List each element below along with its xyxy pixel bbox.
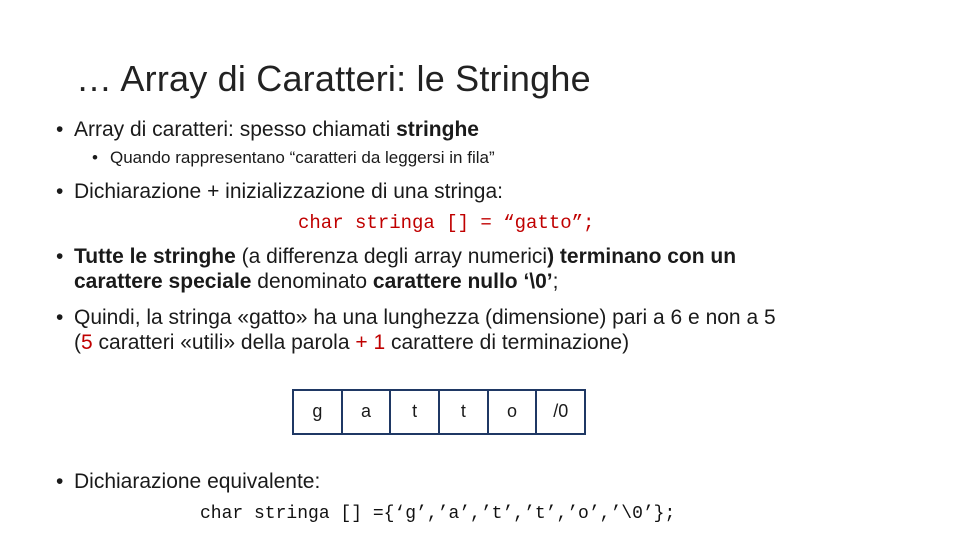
- bullet-glyph: •: [56, 180, 64, 203]
- array-cell: o: [489, 391, 538, 433]
- char-array-diagram: [292, 389, 586, 435]
- bullet-tutte-le-stringhe: [56, 245, 736, 269]
- sub1-text: Quando rappresentano “caratteri da leggersi in fila”: [110, 148, 495, 167]
- sub-bullet-quando: [92, 148, 495, 168]
- b4-red-plus1: + 1: [355, 331, 386, 354]
- b4-mid: caratteri «utili» della parola: [92, 331, 356, 354]
- bullet-tutte-le-stringhe-line2: [74, 270, 558, 294]
- array-cell: /0: [553, 401, 569, 421]
- bullet-dichiarazione-equivalente: [56, 470, 320, 494]
- b3-text-3: ;: [552, 270, 559, 293]
- b3-bold-4: carattere nullo ‘\0’: [372, 270, 553, 293]
- b4-open: (: [74, 331, 81, 354]
- bullet2-text: Dichiarazione + inizializzazione di una stringa:: [74, 180, 503, 203]
- bullet1-text: Array di caratteri: spesso chiamati: [74, 118, 397, 141]
- bullet-dichiarazione: [56, 180, 503, 204]
- bullet-glyph: •: [92, 148, 98, 167]
- array-cell: t: [391, 391, 440, 433]
- b4-end: carattere di terminazione): [385, 331, 630, 354]
- b4-red-5: 5: [81, 331, 93, 354]
- b3-text-1: (a differenza degli array numerici: [235, 245, 548, 268]
- bullet-glyph: •: [56, 470, 64, 493]
- code-equivalent-declaration: char stringa [] ={‘g’,’a’,’t’,’t’,’o’,’\0’};: [200, 504, 676, 524]
- bullet5-text: Dichiarazione equivalente:: [74, 470, 321, 493]
- array-cell: g: [294, 391, 343, 433]
- slide-title: … Array di Caratteri: le Stringhe: [76, 58, 591, 99]
- b3-bold-3: carattere speciale: [74, 270, 252, 293]
- bullet-glyph: •: [56, 245, 64, 268]
- bullet-glyph: •: [56, 118, 64, 141]
- b3-bold-2: ) terminano con un: [547, 245, 737, 268]
- bullet-glyph: •: [56, 306, 64, 329]
- bullet-array-di-caratteri: [56, 118, 479, 142]
- code-declaration: char stringa [] = “gatto”;: [298, 212, 595, 234]
- b4-line1: Quindi, la stringa «gatto» ha una lunghezza (dimensione) pari a 6 e non a 5: [74, 306, 776, 329]
- array-cell: a: [343, 391, 392, 433]
- bullet-quindi: [56, 306, 776, 330]
- array-cell: t: [440, 391, 489, 433]
- bullet-quindi-line2: [74, 331, 629, 355]
- b3-text-2: denominato: [251, 270, 373, 293]
- bullet1-bold: stringhe: [396, 118, 479, 141]
- b3-bold-1: Tutte le stringhe: [74, 245, 236, 268]
